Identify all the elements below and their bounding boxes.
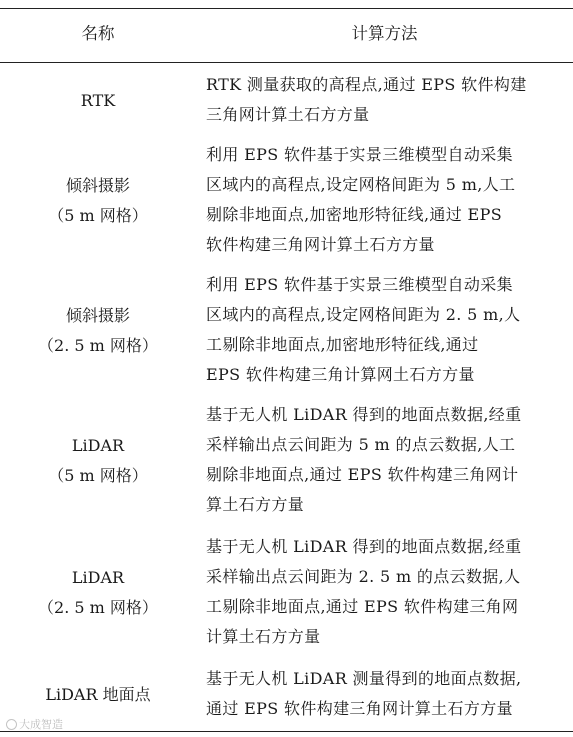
header-name: 名称: [81, 24, 115, 43]
method-line: 采样输出点云间距为 5 m 的点云数据,人工: [206, 435, 516, 454]
table-row: [0, 532, 573, 654]
row-method-cell: [206, 70, 560, 130]
row-name-line: 倾斜摄影: [65, 176, 130, 195]
row-method-cell: [206, 532, 560, 652]
row-name-line: LiDAR 地面点: [45, 685, 151, 704]
method-line: 工剔除非地面点,通过 EPS 软件构建三角网: [206, 597, 519, 616]
row-name-cell: [0, 70, 196, 132]
method-line: 基于无人机 LiDAR 得到的地面点数据,经重: [206, 405, 522, 424]
method-line: 基于无人机 LiDAR 得到的地面点数据,经重: [206, 537, 522, 556]
table-bottom-rule: [0, 731, 573, 732]
row-name-line: （5 m 网格）: [48, 206, 148, 225]
method-line: 基于无人机 LiDAR 测量得到的地面点数据,: [206, 669, 522, 688]
table-row: [0, 400, 573, 522]
table-header-rule: [0, 62, 573, 63]
row-name-line: RTK: [80, 91, 116, 110]
method-line: 区域内的高程点,设定网格间距为 2. 5 m,人: [206, 305, 521, 324]
table-row: [0, 270, 573, 392]
row-name-line: LiDAR: [71, 436, 125, 455]
row-name-cell: [0, 270, 196, 392]
row-name-cell: [0, 532, 196, 654]
row-name-cell: [0, 400, 196, 522]
method-line: 剔除非地面点,加密地形特征线,通过 EPS: [206, 205, 503, 224]
method-line: RTK 测量获取的高程点,通过 EPS 软件构建: [206, 75, 527, 94]
method-line: 软件构建三角网计算土石方方量: [206, 235, 435, 254]
method-line: 算土石方方量: [206, 495, 305, 514]
row-name-line: LiDAR: [71, 568, 125, 587]
row-method-cell: [206, 400, 560, 520]
table-row: [0, 664, 573, 726]
row-method-cell: [206, 140, 560, 260]
row-method-cell: [206, 270, 560, 390]
row-name-line: 倾斜摄影: [65, 306, 130, 325]
row-name-line: （2. 5 m 网格）: [38, 336, 158, 355]
row-name-cell: [0, 140, 196, 262]
method-line: 区域内的高程点,设定网格间距为 5 m,人工: [206, 175, 516, 194]
table-row: [0, 70, 573, 132]
method-line: 利用 EPS 软件基于实景三维模型自动采集: [206, 145, 513, 164]
method-line: 三角网计算土石方方量: [206, 105, 370, 124]
row-method-cell: [206, 664, 560, 724]
table-row: [0, 140, 573, 262]
row-name-line: （5 m 网格）: [48, 466, 148, 485]
method-line: 工剔除非地面点,加密地形特征线,通过: [206, 335, 479, 354]
watermark-text: 大成智造: [19, 718, 63, 731]
method-line: 通过 EPS 软件构建三角网计算土石方方量: [206, 699, 513, 718]
header-method: 计算方法: [351, 24, 418, 43]
table-top-rule: [0, 8, 573, 9]
method-line: 采样输出点云间距为 2. 5 m 的点云数据,人: [206, 567, 521, 586]
brand-circle-icon: [6, 719, 17, 730]
method-line: 利用 EPS 软件基于实景三维模型自动采集: [206, 275, 513, 294]
row-name-line: （2. 5 m 网格）: [38, 598, 158, 617]
method-line: EPS 软件构建三角计算网土石方方量: [206, 365, 475, 384]
method-line: 剔除非地面点,通过 EPS 软件构建三角网计: [206, 465, 519, 484]
method-line: 计算土石方方量: [206, 627, 321, 646]
watermark: [6, 716, 63, 732]
